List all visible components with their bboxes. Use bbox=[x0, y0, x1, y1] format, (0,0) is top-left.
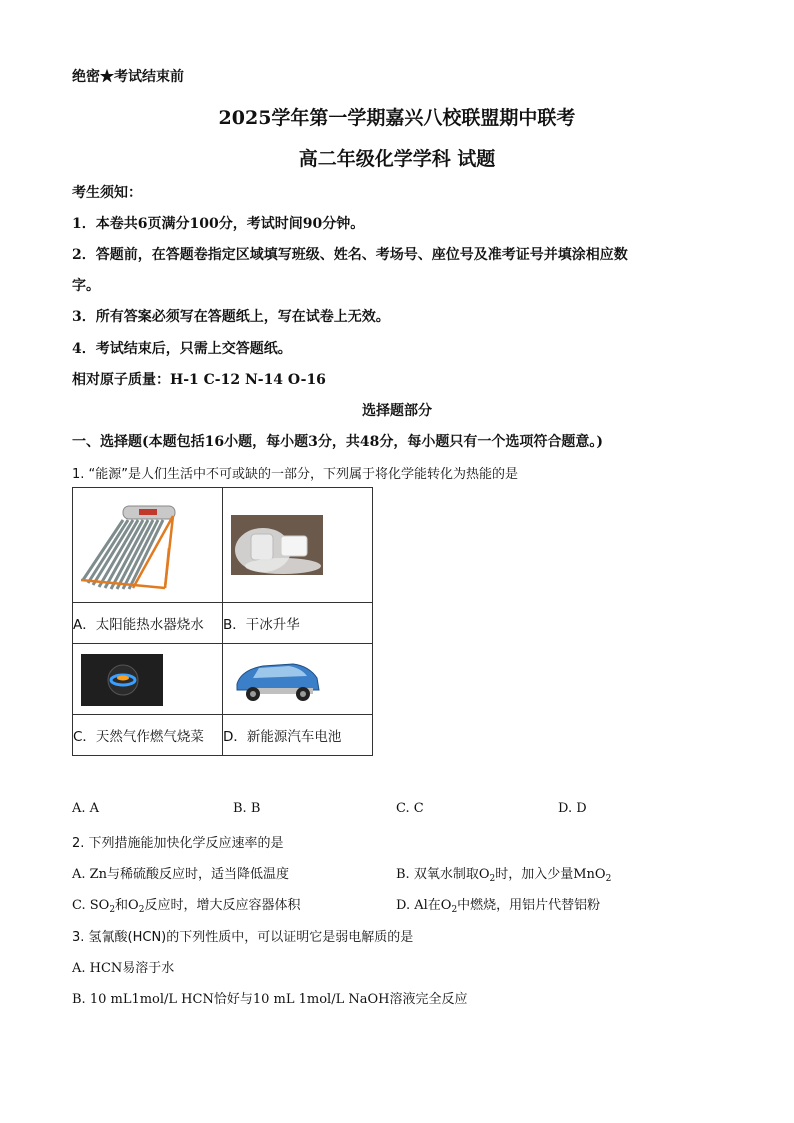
exam-subtitle: 高二年级化学学科 试题 bbox=[298, 148, 496, 170]
confidential-mark: 绝密★考试结束前 bbox=[72, 69, 184, 85]
option-c-image-cell bbox=[73, 644, 223, 715]
question-1-options-table bbox=[72, 487, 373, 756]
option-b-image-cell bbox=[223, 488, 373, 603]
q2-choice-b[interactable] bbox=[396, 863, 611, 882]
part-one-instructions: 一、选择题(本题包括16小题，每小题3分，共48分，每小题只有一个选项符合题意。) bbox=[72, 434, 603, 450]
q2-b-text: B. 双氧水制取O bbox=[396, 867, 490, 882]
option-c-label: C．天然气作燃气烧菜 bbox=[73, 715, 223, 756]
q2-b-text: 时，加入少量MnO bbox=[495, 867, 606, 882]
q3-choice-a[interactable]: A. HCN易溶于水 bbox=[72, 961, 175, 976]
subscript: 2 bbox=[138, 905, 145, 915]
notice-item: 3．所有答案必须写在答题纸上，写在试卷上无效。 bbox=[72, 309, 390, 325]
subscript: 2 bbox=[109, 905, 116, 915]
exam-title: 2025学年第一学期嘉兴八校联盟期中联考 bbox=[218, 107, 576, 129]
notice-item: 2．答题前，在答题卷指定区域填写班级、姓名、考场号、座位号及准考证号并填涂相应数 bbox=[72, 247, 628, 263]
q1-choice-c[interactable]: C. C bbox=[396, 801, 424, 816]
subscript: 2 bbox=[451, 905, 458, 915]
option-b-label: B．干冰升华 bbox=[223, 603, 373, 644]
electric-car-image bbox=[223, 644, 373, 714]
subscript: 2 bbox=[489, 874, 496, 884]
q2-d-text: D. Al在O bbox=[396, 898, 452, 913]
option-d-label: D．新能源汽车电池 bbox=[223, 715, 373, 756]
option-a-label: A．太阳能热水器烧水 bbox=[73, 603, 223, 644]
q2-c-text: 反应时，增大反应容器体积 bbox=[144, 898, 301, 913]
q1-choice-a[interactable]: A. A bbox=[72, 801, 100, 816]
notice-item: 4．考试结束后，只需上交答题纸。 bbox=[72, 341, 292, 357]
subscript: 2 bbox=[605, 874, 612, 884]
q2-c-text: 和O bbox=[115, 898, 139, 913]
q1-choice-d[interactable]: D. D bbox=[558, 801, 587, 816]
solar-water-heater-image bbox=[73, 488, 223, 602]
q2-c-text: C. SO bbox=[72, 898, 110, 913]
question-1-stem: 1. “能源”是人们生活中不可或缺的一部分，下列属于将化学能转化为热能的是 bbox=[72, 467, 519, 482]
q3-choice-b[interactable]: B. 10 mL1mol/L HCN恰好与10 mL 1mol/L NaOH溶液完全反应 bbox=[72, 992, 468, 1007]
option-d-image-cell bbox=[223, 644, 373, 715]
notice-heading: 考生须知： bbox=[72, 185, 142, 201]
gas-stove-image bbox=[73, 644, 223, 714]
q2-d-text: 中燃烧，用铝片代替铝粉 bbox=[457, 898, 601, 913]
question-3-stem: 3. 氢氰酸(HCN)的下列性质中，可以证明它是弱电解质的是 bbox=[72, 930, 414, 945]
q2-choice-c[interactable] bbox=[72, 894, 300, 913]
q1-choice-b[interactable]: B. B bbox=[233, 801, 261, 816]
atomic-mass-line: 相对原子质量：H-1 C-12 N-14 O-16 bbox=[72, 372, 326, 388]
dry-ice-image bbox=[223, 488, 373, 602]
question-2-stem: 2. 下列措施能加快化学反应速率的是 bbox=[72, 836, 284, 851]
section-title: 选择题部分 bbox=[362, 403, 432, 419]
notice-item: 1．本卷共6页满分100分，考试时间90分钟。 bbox=[72, 216, 365, 232]
option-a-image-cell bbox=[73, 488, 223, 603]
q2-choice-a[interactable]: A. Zn与稀硫酸反应时，适当降低温度 bbox=[72, 867, 290, 882]
q2-choice-d[interactable] bbox=[396, 894, 600, 913]
notice-item: 字。 bbox=[72, 278, 100, 294]
